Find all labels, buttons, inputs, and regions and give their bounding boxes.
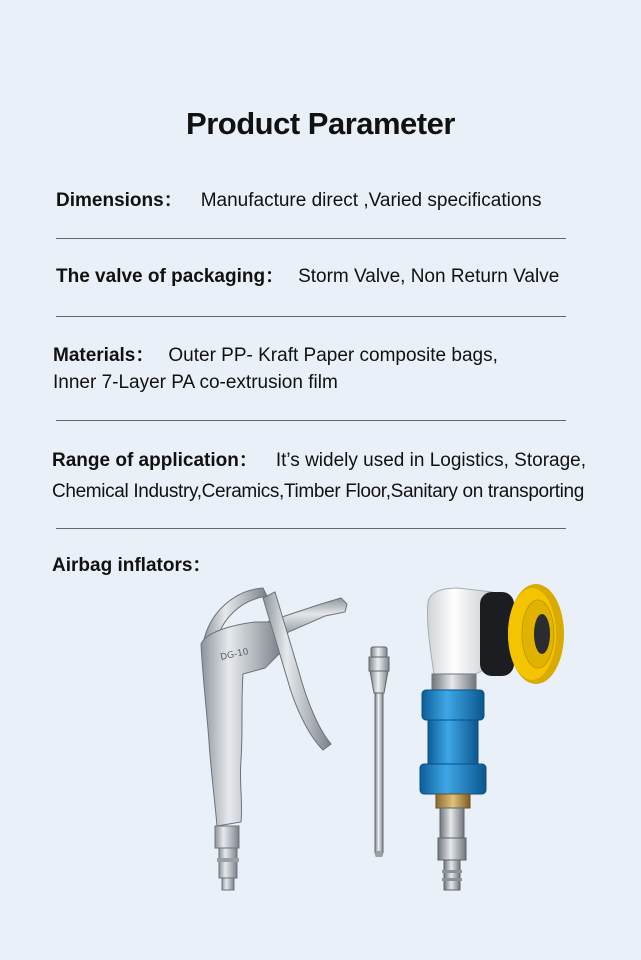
- inflators-label: Airbag inflators：: [52, 555, 212, 576]
- param-label: The valve of packaging：: [56, 266, 285, 287]
- divider: [56, 316, 566, 317]
- divider: [56, 238, 566, 239]
- param-value: Manufacture direct ,Varied specifications: [200, 190, 542, 211]
- param-value: Outer PP- Kraft Paper composite bags,: [168, 345, 498, 366]
- param-value: It’s widely used in Logistics, Storage,: [275, 450, 587, 471]
- air-blow-gun-image: [195, 582, 355, 894]
- inflation-needle-image: [364, 645, 394, 860]
- param-materials-line2: [53, 368, 338, 398]
- param-valve: [56, 262, 559, 292]
- param-materials: [53, 341, 498, 371]
- param-label: Materials：: [53, 345, 155, 366]
- param-dimensions: [56, 186, 541, 216]
- divider: [56, 528, 566, 529]
- param-label: Dimensions：: [56, 190, 183, 211]
- inflators-heading: [52, 551, 211, 581]
- param-value-continued: Chemical Industry,Ceramics,Timber Floor,Sanitary on transporting: [52, 481, 584, 502]
- page-title: Product Parameter: [186, 106, 455, 141]
- param-value-continued: Inner 7-Layer PA co-extrusion film: [53, 372, 338, 393]
- divider: [56, 420, 566, 421]
- param-value: Storm Valve, Non Return Valve: [298, 266, 560, 287]
- param-range: [52, 446, 586, 476]
- inflator-valve-image: [412, 578, 572, 896]
- param-label: Range of application：: [52, 450, 258, 471]
- gun-model-marking: DG-10: [219, 647, 250, 663]
- param-range-line2: [52, 477, 584, 507]
